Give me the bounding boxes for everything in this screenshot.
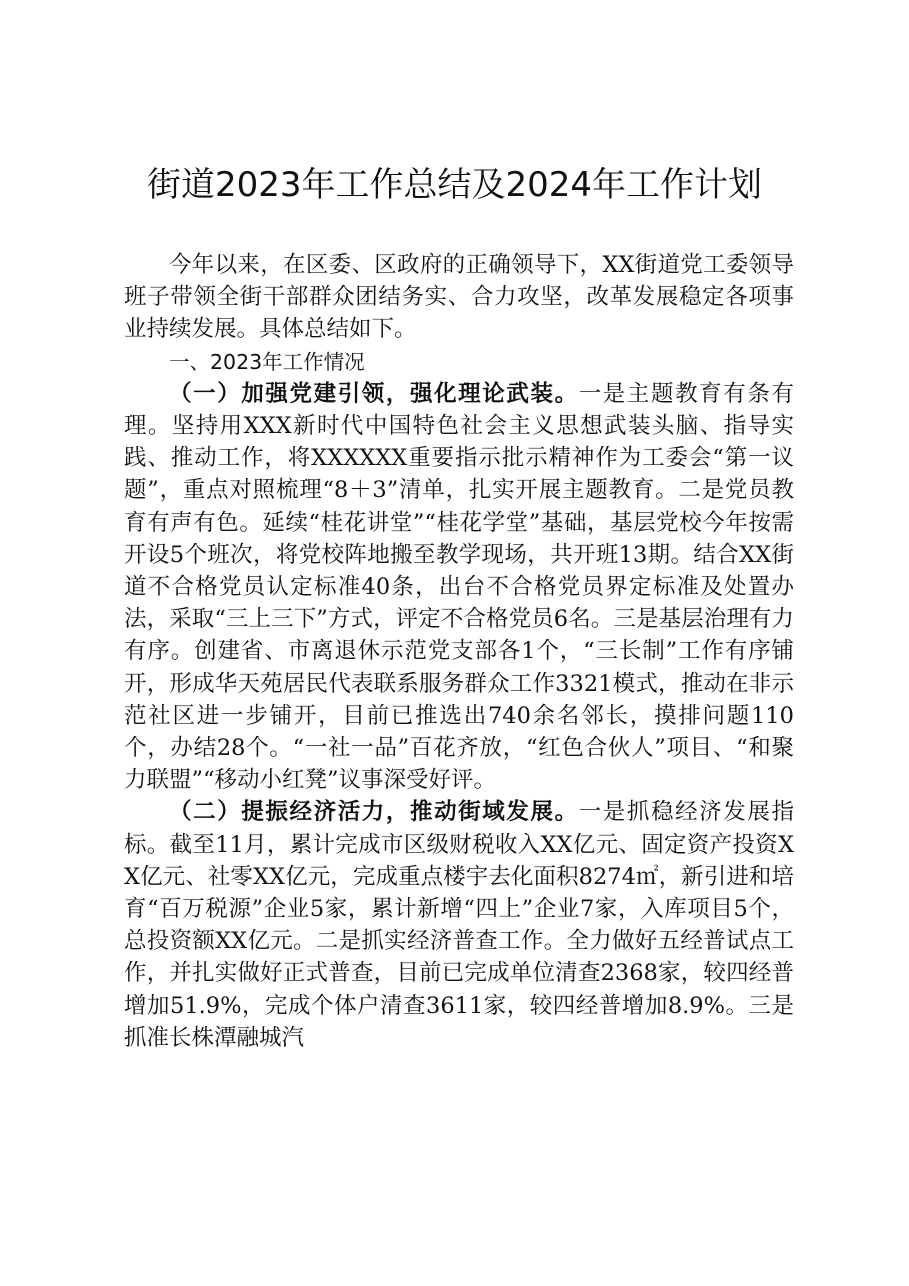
- document-title: 街道2023年工作总结及2024年工作计划: [146, 165, 763, 205]
- intro-paragraph: 今年以来，在区委、区政府的正确领导下，XX街道党工委领导班子带领全街干部群众团结务实、合力攻坚，改革发展稳定各项事业持续发展。具体总结如下。: [124, 252, 794, 343]
- document-body: [124, 249, 794, 1054]
- section-1-1-lead: （一）加强党建引领，强化理论武装。: [169, 380, 579, 407]
- section-1-1-body: 一是主题教育有条有理。坚持用XXX新时代中国特色社会主义思想武装头脑、指导实践、推动工作，将XXXXXX重要指示批示精神作为工委会“第一议题”，重点对照梳理“8＋3”清单，扎实开展主题教育。二是党员教育有声有色。延续“桂花讲堂”“桂花学堂”基础，基层党校今年按需开设5个班次，将党校阵地搬至教学现场，共开班13期。结合XX街道不合格党员认定标准40条，出台不合格党员界定标准及处置办法，采取“三上三下”方式，评定不合格党员6名。三是基层治理有力有序。创建省、市离退休示范党支部各1个，“三长制”工作有序铺开，形成华天苑居民代表联系服务群众工作3321模式，推动在非示范社区进一步铺开，目前已推选出740余名邻长，摸排问题110个，办结28个。“一社一品”百花齐放，“红色合伙人”项目、“和聚力联盟”“移动小红凳”议事深受好评。: [124, 380, 794, 794]
- section-1-2-lead: （二）提振经济活力，推动街域发展。: [169, 799, 579, 826]
- section-1-1-paragraph: [124, 378, 794, 797]
- section-1-2-body: 一是抓稳经济发展指标。截至11月，累计完成市区级财税收入XX亿元、固定资产投资XX亿元、社零XX亿元，完成重点楼宇去化面积8274㎡，新引进和培育“百万税源”企业5家，累计新增“四上”企业7家，入库项目5个，总投资额XX亿元。二是抓实经济普查工作。全力做好五经普试点工作，并扎实做好正式普查，目前已完成单位清查2368家，较四经普增加51.9%，完成个体户清查3611家，较四经普增加8.9%。三是抓准长株潭融城汽: [124, 799, 794, 1051]
- section-1-2-paragraph: [124, 796, 794, 1054]
- section-heading: 一、2023年工作情况: [169, 349, 365, 374]
